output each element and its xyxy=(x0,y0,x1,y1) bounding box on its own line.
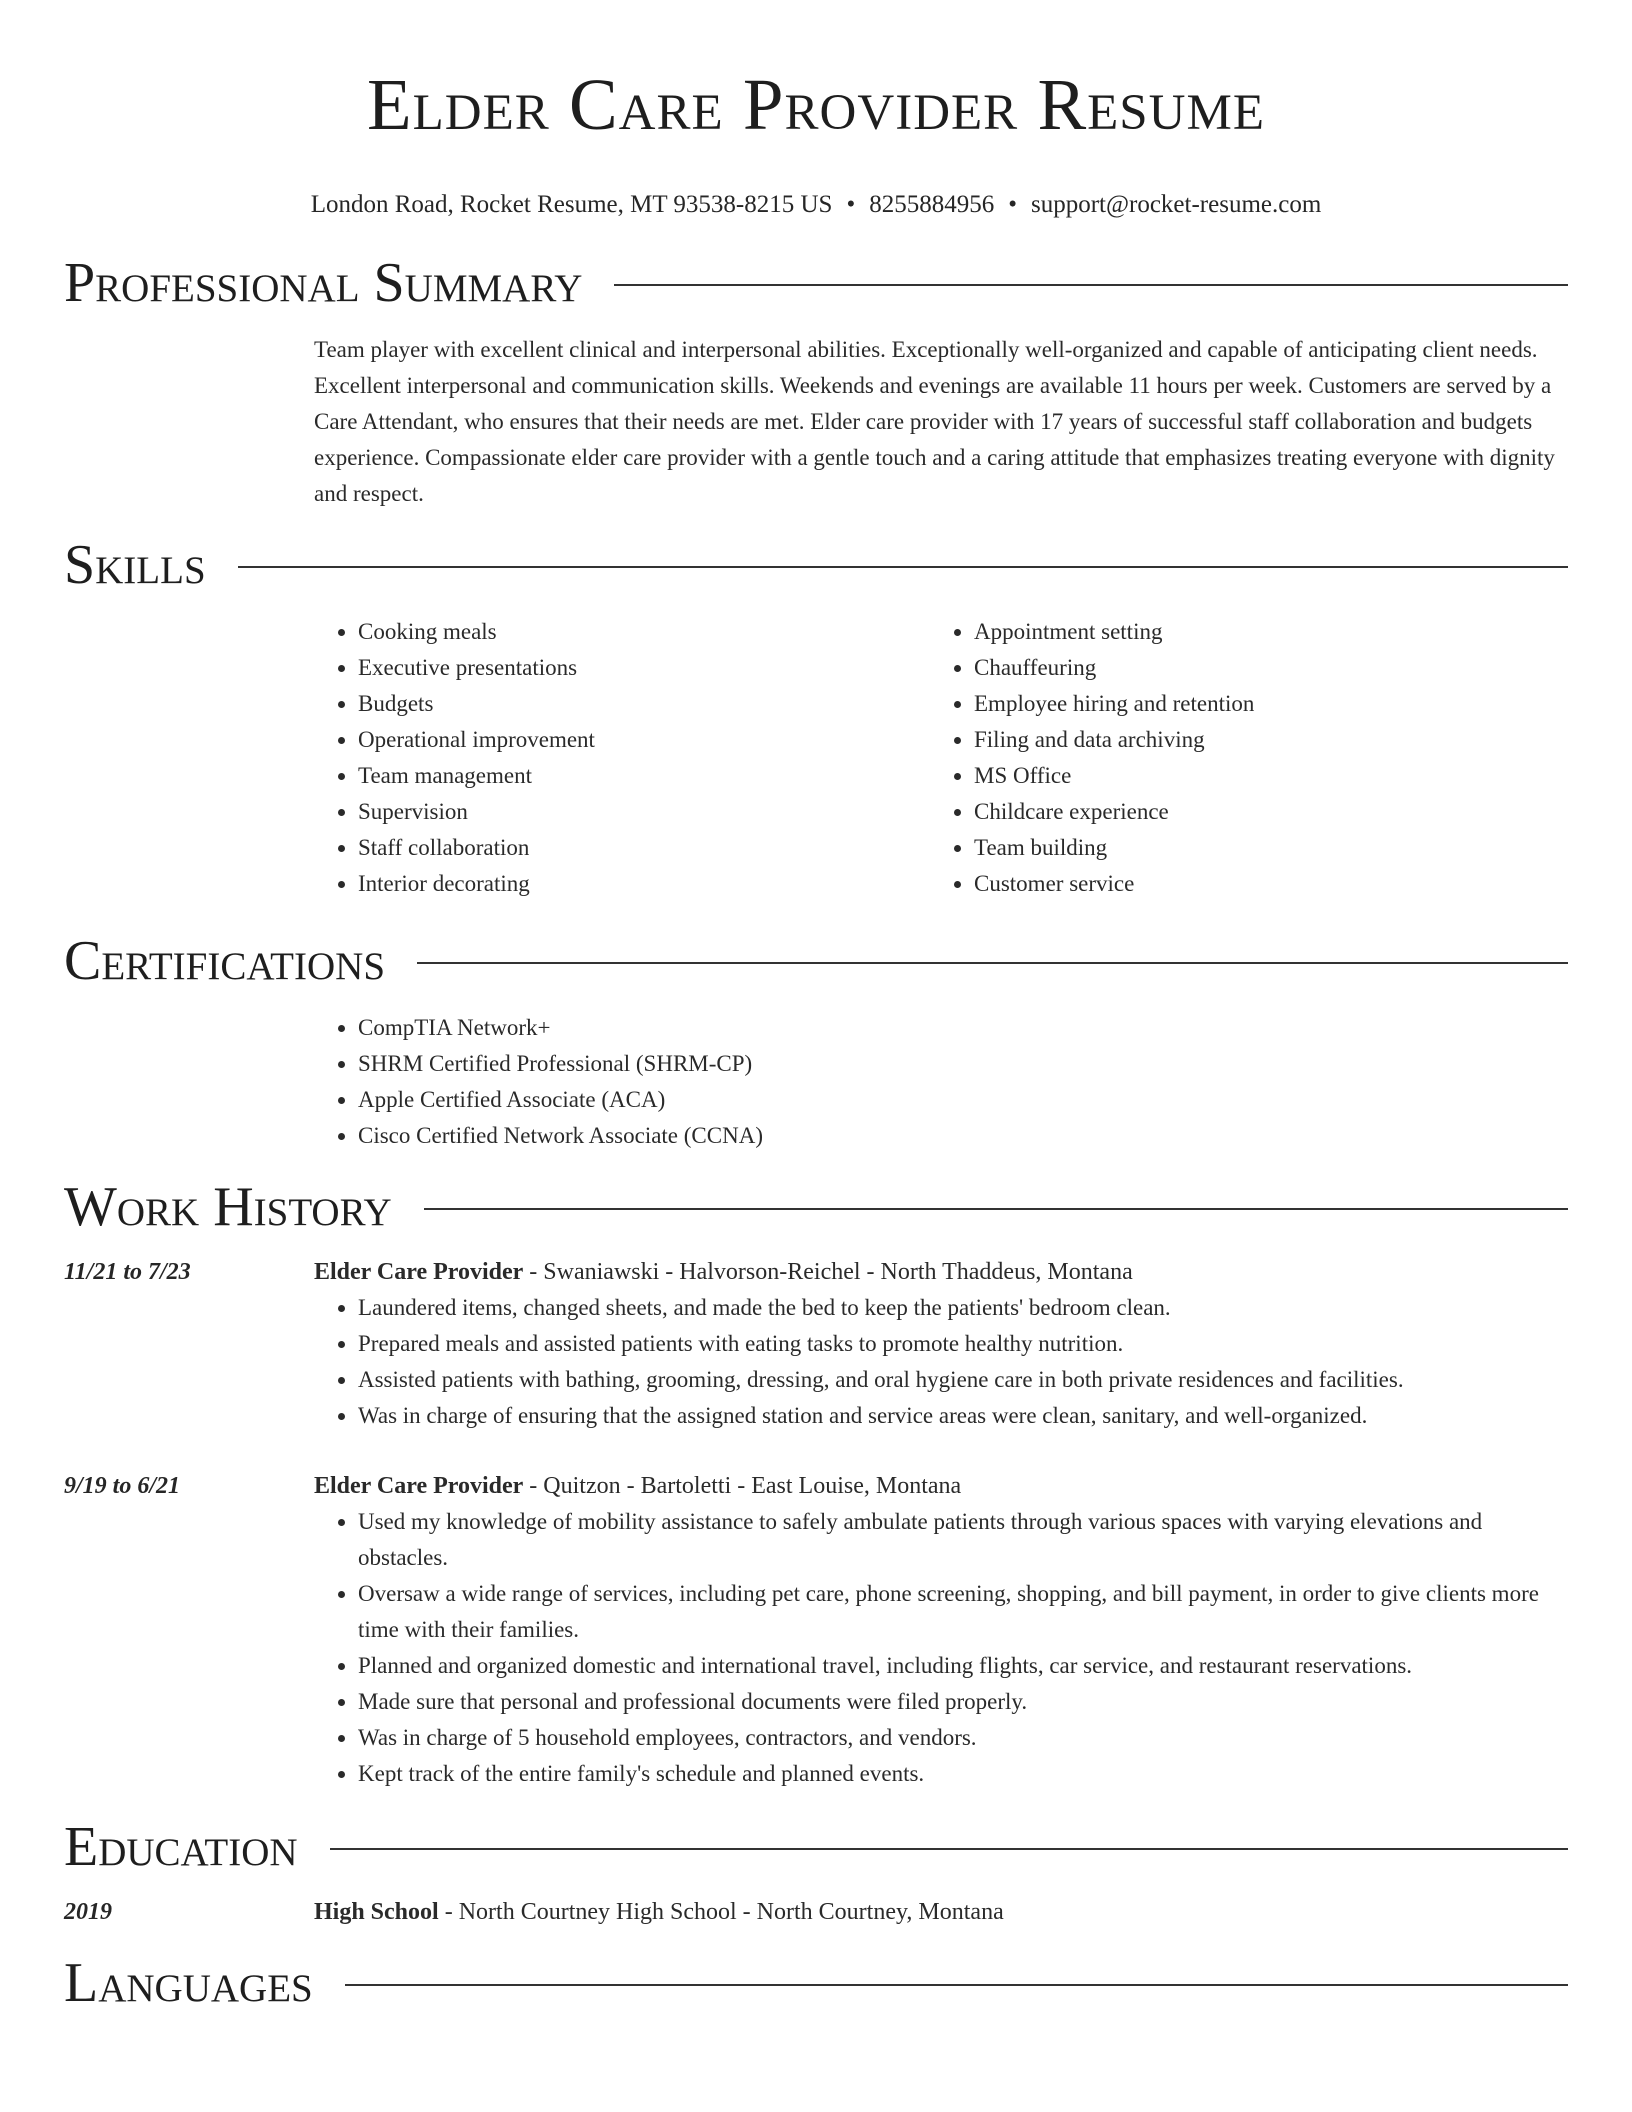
education-year: 2019 xyxy=(64,1899,112,1925)
job-employer: - Quitzon - Bartoletti - East Louise, Montana xyxy=(523,1473,962,1499)
skill-item: • Operational improvement xyxy=(358,722,930,758)
certifications-list-wrap xyxy=(314,1010,1568,1154)
job-duty: • Laundered items, changed sheets, and made the bed to keep the patients' bedroom clean. xyxy=(358,1290,1568,1326)
skill-item: • MS Office xyxy=(974,758,1546,794)
languages-section-header xyxy=(64,1952,1568,2014)
skills-section-header xyxy=(64,534,1568,596)
skill-item: • Chauffeuring xyxy=(974,650,1546,686)
contact-address: London Road, Rocket Resume, MT 93538-8215 US xyxy=(310,191,833,218)
skill-item: • Customer service xyxy=(974,866,1546,902)
job-duty: • Prepared meals and assisted patients with eating tasks to promote healthy nutrition. xyxy=(358,1326,1568,1362)
skills-heading: Skills xyxy=(64,534,206,596)
skill-item: • Childcare experience xyxy=(974,794,1546,830)
section-divider xyxy=(330,1848,1568,1850)
section-divider xyxy=(238,566,1568,568)
education-line xyxy=(314,1894,1568,1930)
job-employer: - Swaniawski - Halvorson-Reichel - North Thaddeus, Montana xyxy=(523,1259,1133,1285)
certification-item: • Apple Certified Associate (ACA) xyxy=(358,1082,1568,1118)
section-divider xyxy=(417,962,1568,964)
work-heading: Work History xyxy=(64,1176,392,1238)
job-dates: 11/21 to 7/23 xyxy=(64,1259,191,1285)
contact-phone: 8255884956 xyxy=(869,191,995,218)
education-section-header xyxy=(64,1816,1568,1878)
bullet-separator: • xyxy=(1008,191,1017,218)
job-entry xyxy=(64,1468,1568,1792)
job-duty: • Made sure that personal and professional documents were filed properly. xyxy=(358,1684,1568,1720)
skill-item: • Staff collaboration xyxy=(358,830,930,866)
skills-grid xyxy=(314,614,1568,902)
job-main xyxy=(314,1254,1568,1434)
summary-text: Team player with excellent clinical and interpersonal abilities. Exceptionally well-organized and capable of anticipating client needs. Excellent interpersonal and communication skills. Weekends and evenings are available 11 hours per week. Customers are served by a Care Attendant, who ensures that their needs are met. Elder care provider with 17 years of successful staff collaboration and budgets experience. Compassionate elder care provider with a gentle touch and a caring attitude that emphasizes treating everyone with dignity and respect. xyxy=(314,337,1555,506)
certification-item: • CompTIA Network+ xyxy=(358,1010,1568,1046)
certifications-section-header xyxy=(64,930,1568,992)
job-title-line xyxy=(314,1468,1568,1504)
skill-item: • Appointment setting xyxy=(974,614,1546,650)
certification-item: • SHRM Certified Professional (SHRM-CP) xyxy=(358,1046,1568,1082)
education-heading: Education xyxy=(64,1816,298,1878)
skills-list-left xyxy=(314,614,930,902)
section-divider xyxy=(424,1208,1568,1210)
job-duty: • Was in charge of ensuring that the assigned station and service areas were clean, sanitary, and well-organized. xyxy=(358,1398,1568,1434)
job-duty: • Assisted patients with bathing, grooming, dressing, and oral hygiene care in both private residences and facilities. xyxy=(358,1362,1568,1398)
education-main xyxy=(314,1894,1568,1930)
skills-list-right xyxy=(930,614,1546,902)
job-dates: 9/19 to 6/21 xyxy=(64,1473,181,1499)
job-duty: • Oversaw a wide range of services, including pet care, phone screening, shopping, and bill payment, in order to give clients more time with their families. xyxy=(358,1576,1568,1648)
job-duty: • Kept track of the entire family's schedule and planned events. xyxy=(358,1756,1568,1792)
bullet-separator: • xyxy=(846,191,856,218)
section-divider xyxy=(345,1984,1568,1986)
skill-item: • Cooking meals xyxy=(358,614,930,650)
skill-item: • Team building xyxy=(974,830,1546,866)
job-duties-list xyxy=(314,1504,1568,1792)
skill-item: • Filing and data archiving xyxy=(974,722,1546,758)
education-degree: High School xyxy=(314,1899,439,1925)
job-duty: • Planned and organized domestic and international travel, including flights, car service, and restaurant reservations. xyxy=(358,1648,1568,1684)
resume-title: Elder Care Provider Resume xyxy=(367,64,1265,145)
skill-item: • Team management xyxy=(358,758,930,794)
skill-item: • Supervision xyxy=(358,794,930,830)
section-divider xyxy=(614,284,1568,286)
job-role: Elder Care Provider xyxy=(314,1473,524,1499)
certifications-list xyxy=(314,1010,1568,1154)
job-duty: • Used my knowledge of mobility assistance to safely ambulate patients through various spaces with varying elevations and obstacles. xyxy=(358,1504,1568,1576)
summary-section-header xyxy=(64,252,1568,314)
contact-line xyxy=(64,188,1568,222)
skill-item: • Employee hiring and retention xyxy=(974,686,1546,722)
certifications-heading: Certifications xyxy=(64,930,386,992)
job-role: Elder Care Provider xyxy=(314,1259,524,1285)
skill-item: • Budgets xyxy=(358,686,930,722)
skill-item: • Executive presentations xyxy=(358,650,930,686)
job-duties-list xyxy=(314,1290,1568,1434)
summary-heading: Professional Summary xyxy=(64,252,583,314)
job-title-line xyxy=(314,1254,1568,1290)
job-duty: • Was in charge of 5 household employees, contractors, and vendors. xyxy=(358,1720,1568,1756)
certification-item: • Cisco Certified Network Associate (CCNA) xyxy=(358,1118,1568,1154)
skill-item: • Interior decorating xyxy=(358,866,930,902)
languages-heading: Languages xyxy=(64,1952,313,2014)
job-entry xyxy=(64,1254,1568,1434)
contact-email: support@rocket-resume.com xyxy=(1030,191,1322,218)
job-main xyxy=(314,1468,1568,1792)
education-entry xyxy=(64,1894,1568,1930)
work-section-header xyxy=(64,1176,1568,1238)
education-school: - North Courtney High School - North Courtney, Montana xyxy=(438,1899,1004,1925)
